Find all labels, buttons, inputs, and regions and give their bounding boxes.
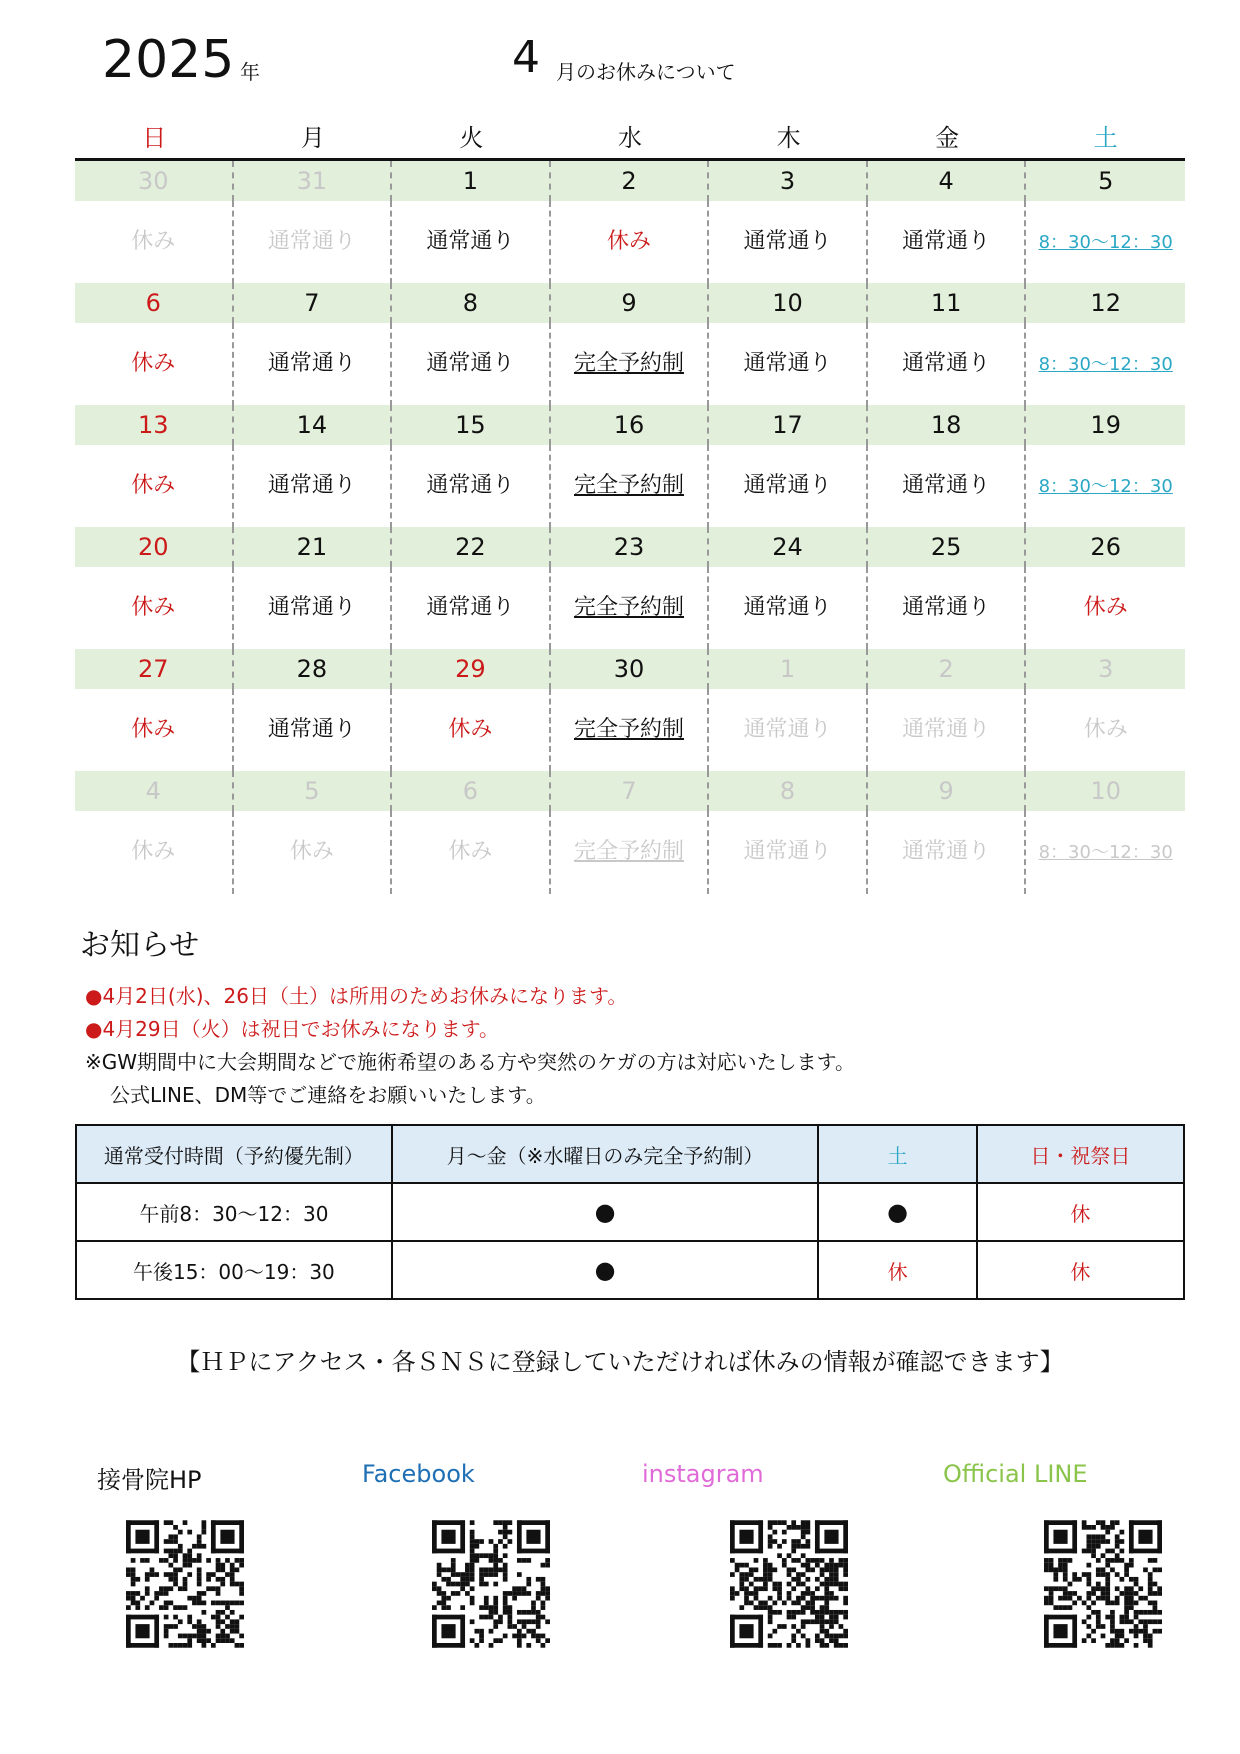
status-cell: 完全予約制 — [573, 351, 684, 376]
page-title: 月のお休みについて — [556, 60, 736, 84]
status-cell: 通常通り — [868, 689, 1027, 771]
date-cell: 4 — [868, 161, 1027, 201]
weekday-fri: 金 — [935, 124, 960, 152]
table-header: 土 — [818, 1125, 976, 1183]
date-cell: 27 — [75, 649, 234, 689]
table-header: 日・祝祭日 — [977, 1125, 1184, 1183]
status-cell: 通常通り — [868, 811, 1027, 894]
sns-message: 【ＨＰにアクセス・各ＳＮＳに登録していただければ休みの情報が確認できます】 — [176, 1348, 1064, 1376]
status-cell: 休み — [392, 811, 551, 894]
date-cell: 24 — [709, 527, 868, 567]
calendar — [75, 118, 1185, 893]
date-cell: 20 — [75, 527, 234, 567]
table-cell: 休 — [977, 1183, 1184, 1241]
status-cell: 通常通り — [709, 445, 868, 528]
status-cell: 通常通り — [868, 445, 1027, 528]
date-cell: 5 — [234, 771, 393, 811]
notice-line: 公式LINE、DM等でご連絡をお願いいたします。 — [110, 1083, 546, 1107]
month: 4 — [512, 32, 540, 83]
status-cell: 休み — [75, 323, 234, 406]
calendar-week — [75, 283, 1185, 405]
date-cell: 26 — [1090, 533, 1121, 561]
table-row — [76, 1241, 1184, 1299]
calendar-week — [75, 771, 1185, 893]
status-cell: 通常通り — [392, 567, 551, 649]
status-cell: 8：30～12：30 — [1038, 842, 1173, 863]
status-cell: 休み — [234, 811, 393, 894]
status-cell: 通常通り — [709, 201, 868, 284]
date-cell: 28 — [234, 649, 393, 689]
status-cell: 通常通り — [709, 567, 868, 649]
date-cell: 15 — [392, 405, 551, 445]
notice-line: ※GW期間中に大会期間などで施術希望のある方や突然のケガの方は対応いたします。 — [85, 1050, 856, 1074]
table-cell: 午後15：00～19：30 — [76, 1241, 392, 1299]
status-cell: 休み — [551, 201, 710, 284]
date-cell: 9 — [868, 771, 1027, 811]
date-cell: 25 — [868, 527, 1027, 567]
calendar-week — [75, 161, 1185, 283]
weekday-mon: 月 — [300, 124, 325, 152]
date-cell: 30 — [75, 161, 234, 201]
table-cell: 午前8：30～12：30 — [76, 1183, 392, 1241]
date-cell: 4 — [75, 771, 234, 811]
status-cell: 休み — [1083, 595, 1128, 620]
table-cell: ● — [818, 1183, 976, 1241]
sns-label-instagram: instagram — [642, 1460, 764, 1488]
status-cell: 通常通り — [234, 201, 393, 284]
date-cell: 8 — [709, 771, 868, 811]
status-cell: 完全予約制 — [573, 839, 684, 864]
sns-label-facebook: Facebook — [362, 1460, 475, 1488]
date-cell: 3 — [709, 161, 868, 201]
date-cell: 17 — [709, 405, 868, 445]
year: 2025 — [102, 30, 235, 90]
date-cell: 23 — [551, 527, 710, 567]
qr-code-hp-icon[interactable] — [126, 1520, 244, 1648]
weekday-tue: 火 — [459, 124, 484, 152]
sns-label-hp: 接骨院HP — [97, 1466, 202, 1494]
status-cell: 休み — [75, 811, 234, 894]
status-cell: 通常通り — [868, 323, 1027, 406]
table-header: 月～金（※水曜日のみ完全予約制） — [392, 1125, 819, 1183]
date-cell: 1 — [709, 649, 868, 689]
calendar-week — [75, 527, 1185, 649]
weekday-header — [75, 118, 1185, 161]
table-cell: 休 — [818, 1241, 976, 1299]
status-cell: 通常通り — [392, 323, 551, 406]
year-suffix: 年 — [240, 60, 260, 84]
date-cell: 18 — [868, 405, 1027, 445]
weekday-sun: 日 — [142, 124, 167, 152]
date-cell: 8 — [392, 283, 551, 323]
date-cell: 3 — [1098, 655, 1114, 683]
notice-line: ●4月29日（火）は祝日でお休みになります。 — [85, 1017, 500, 1041]
notice-line: ●4月2日(水)、26日（土）は所用のためお休みになります。 — [85, 984, 628, 1008]
status-cell: 休み — [75, 201, 234, 284]
table-cell: 休 — [977, 1241, 1184, 1299]
date-cell: 12 — [1090, 289, 1121, 317]
status-cell: 完全予約制 — [573, 473, 684, 498]
hours-table — [75, 1124, 1185, 1300]
sns-label-line: Official LINE — [943, 1460, 1088, 1488]
date-cell: 2 — [551, 161, 710, 201]
qr-code-instagram-icon[interactable] — [730, 1520, 848, 1648]
date-cell: 16 — [551, 405, 710, 445]
table-header: 通常受付時間（予約優先制） — [76, 1125, 392, 1183]
weekday-wed: 水 — [617, 124, 642, 152]
table-row — [76, 1183, 1184, 1241]
status-cell: 通常通り — [392, 201, 551, 284]
date-cell: 19 — [1090, 411, 1121, 439]
status-cell: 通常通り — [234, 323, 393, 406]
date-cell: 9 — [551, 283, 710, 323]
date-cell: 10 — [709, 283, 868, 323]
calendar-week — [75, 405, 1185, 527]
status-cell: 通常通り — [868, 567, 1027, 649]
date-cell: 31 — [234, 161, 393, 201]
date-cell: 10 — [1090, 777, 1121, 805]
date-cell: 5 — [1098, 167, 1114, 195]
qr-code-facebook-icon[interactable] — [432, 1520, 550, 1648]
notice-title: お知らせ — [80, 928, 200, 963]
date-cell: 14 — [234, 405, 393, 445]
status-cell: 通常通り — [392, 445, 551, 528]
date-cell: 22 — [392, 527, 551, 567]
status-cell: 休み — [1083, 717, 1128, 742]
table-cell: ● — [392, 1183, 819, 1241]
status-cell: 8：30～12：30 — [1038, 354, 1173, 375]
status-cell: 完全予約制 — [573, 717, 684, 742]
date-cell: 11 — [868, 283, 1027, 323]
date-cell: 29 — [392, 649, 551, 689]
status-cell: 通常通り — [234, 567, 393, 649]
date-cell: 7 — [234, 283, 393, 323]
date-cell: 6 — [75, 283, 234, 323]
status-cell: 通常通り — [234, 689, 393, 771]
date-cell: 13 — [75, 405, 234, 445]
calendar-week — [75, 649, 1185, 771]
date-cell: 2 — [868, 649, 1027, 689]
weekday-sat: 土 — [1093, 124, 1118, 152]
table-cell: ● — [392, 1241, 819, 1299]
status-cell: 休み — [75, 567, 234, 649]
date-cell: 21 — [234, 527, 393, 567]
date-cell: 30 — [551, 649, 710, 689]
date-cell: 7 — [551, 771, 710, 811]
status-cell: 休み — [75, 445, 234, 528]
status-cell: 完全予約制 — [573, 595, 684, 620]
status-cell: 休み — [392, 689, 551, 771]
status-cell: 通常通り — [709, 323, 868, 406]
date-cell: 6 — [392, 771, 551, 811]
qr-code-line-icon[interactable] — [1044, 1520, 1162, 1648]
table-header-row — [76, 1125, 1184, 1183]
weekday-thu: 木 — [776, 124, 801, 152]
status-cell: 通常通り — [868, 201, 1027, 284]
status-cell: 通常通り — [709, 689, 868, 771]
status-cell: 8：30～12：30 — [1038, 476, 1173, 497]
status-cell: 通常通り — [234, 445, 393, 528]
status-cell: 通常通り — [709, 811, 868, 894]
status-cell: 休み — [75, 689, 234, 771]
status-cell: 8：30～12：30 — [1038, 232, 1173, 253]
date-cell: 1 — [392, 161, 551, 201]
